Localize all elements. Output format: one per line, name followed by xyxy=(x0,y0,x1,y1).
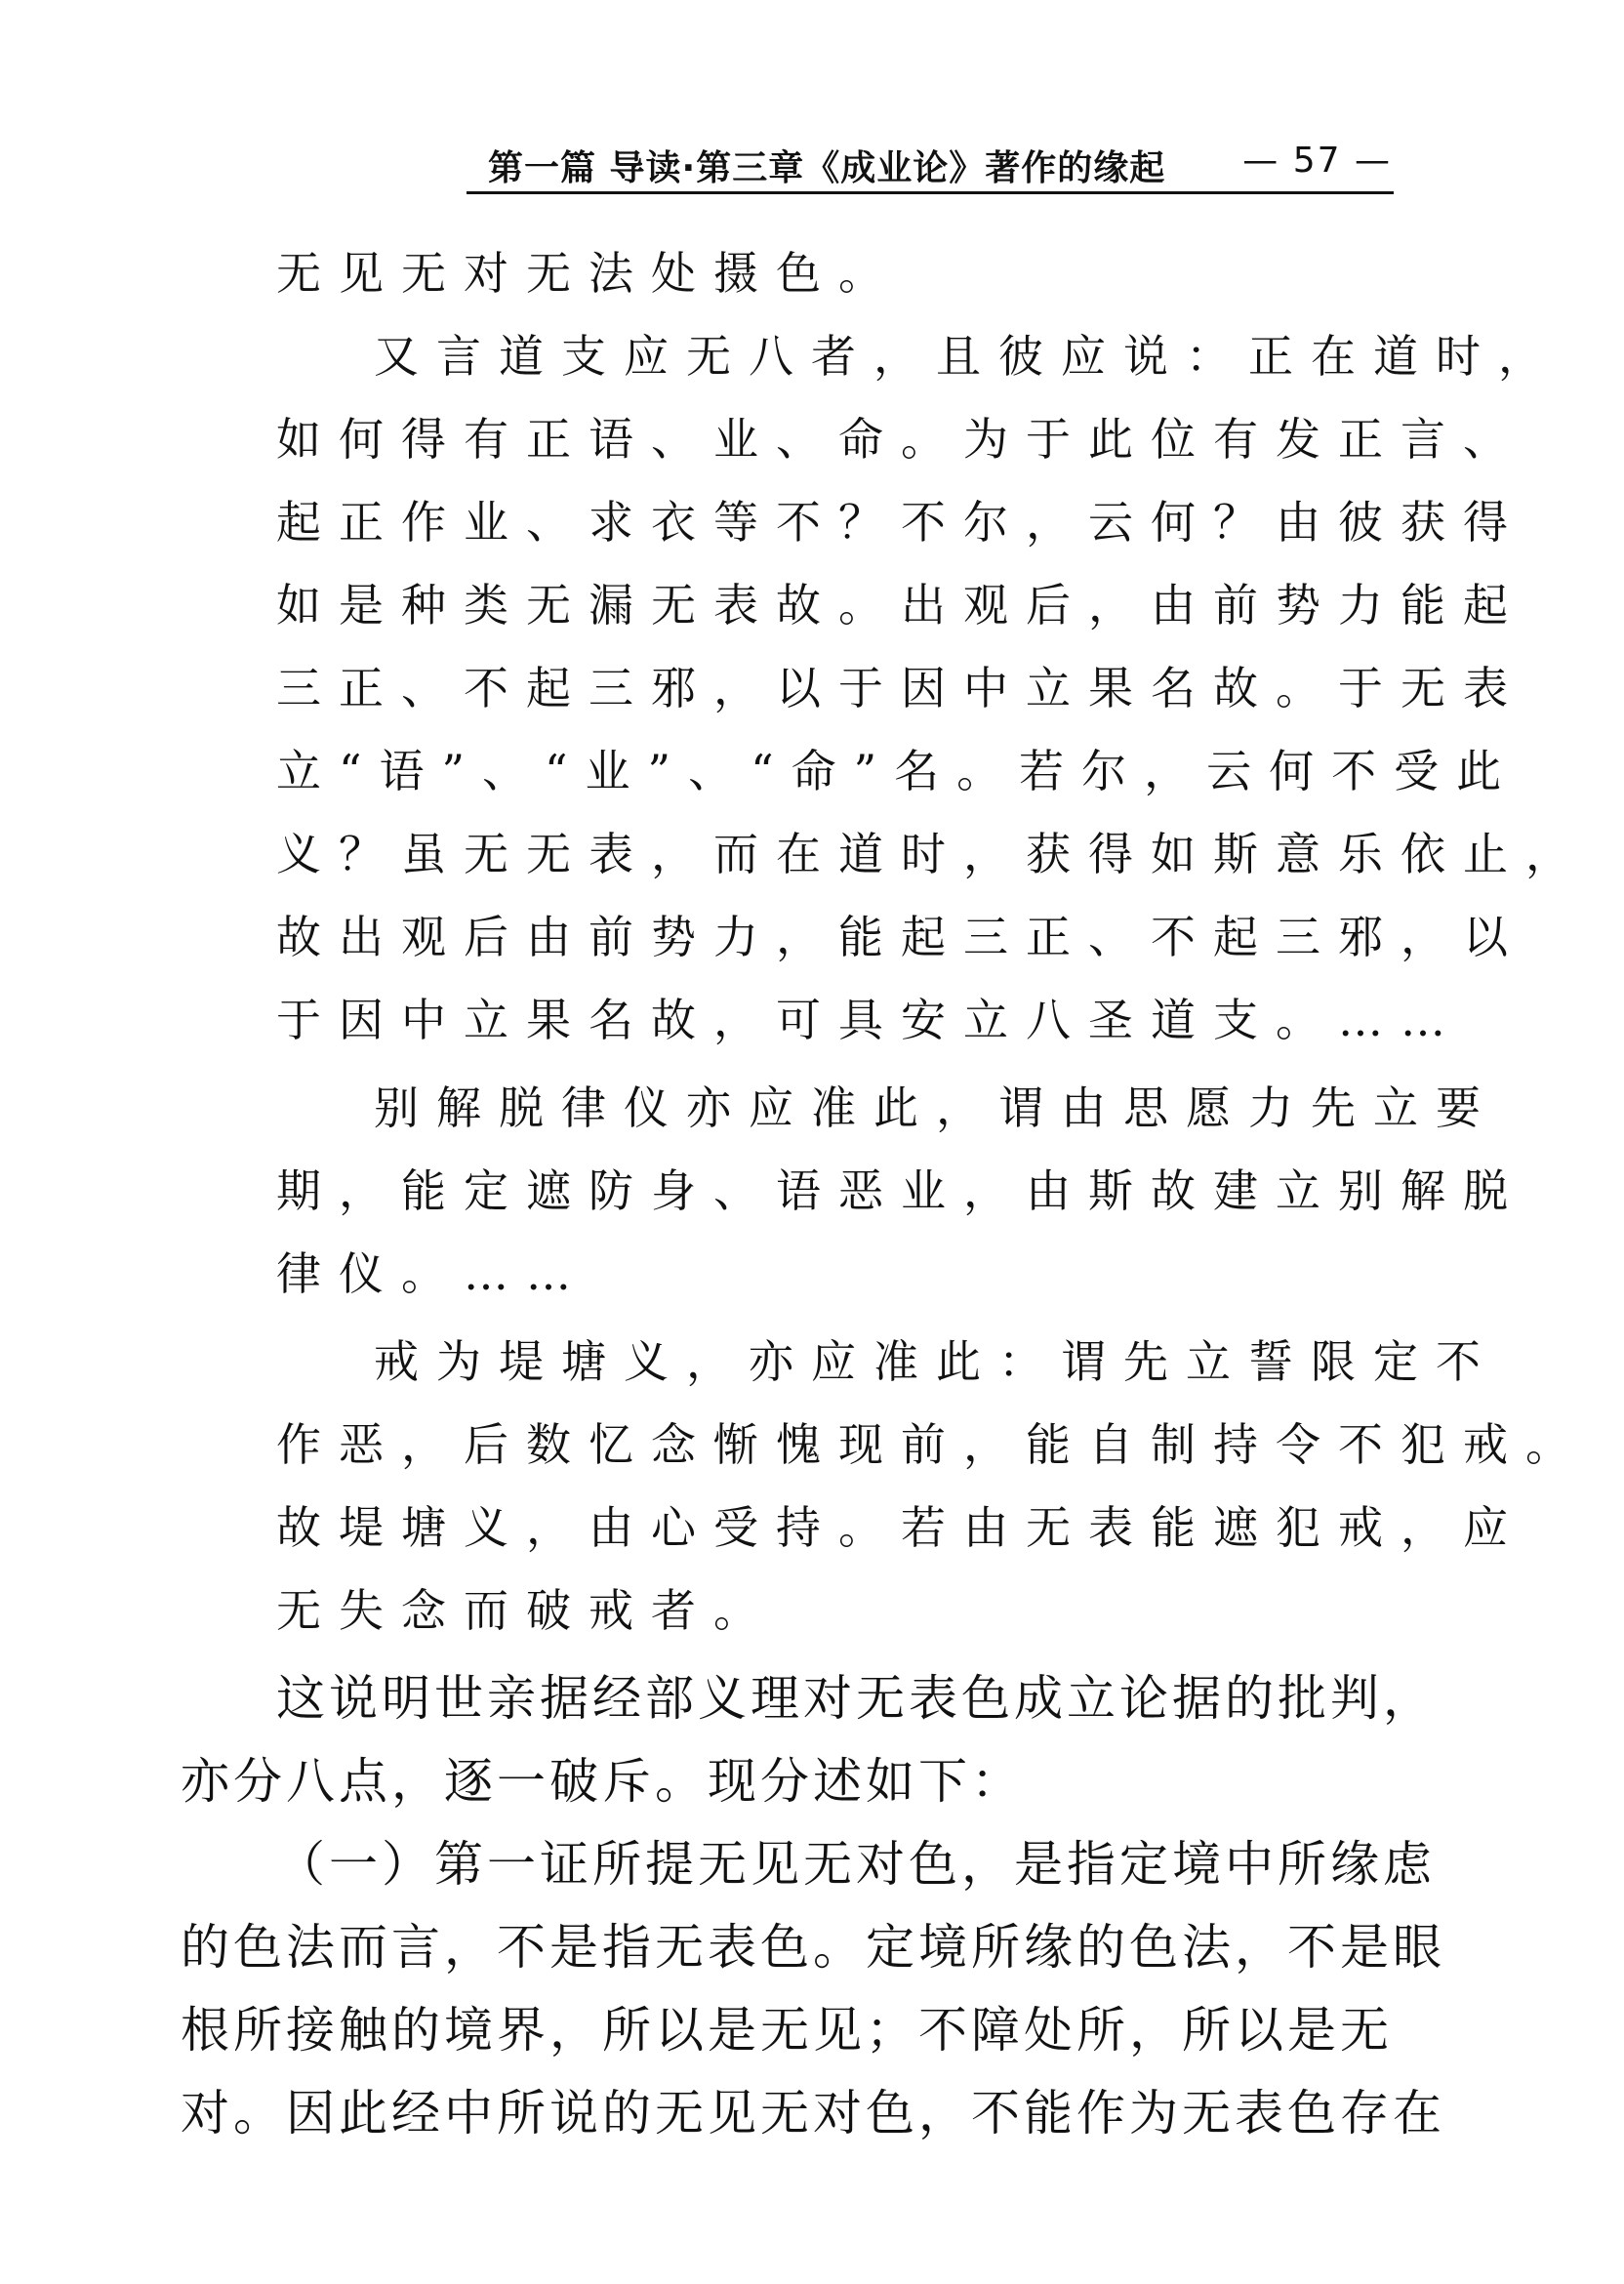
quote-line: 如何得有正语、业、命。为于此位有发正言、 xyxy=(276,413,1525,466)
quote-line: 义？虽无无表，而在道时，获得如斯意乐依止， xyxy=(276,828,1588,880)
body-line: 对。因此经中所说的无见无对色，不能作为无表色存在 xyxy=(181,2085,1445,2141)
quote-line: 三正、不起三邪，以于因中立果名故。于无表 xyxy=(276,662,1525,714)
body-line: 这说明世亲据经部义理对无表色成立论据的批判， xyxy=(276,1670,1436,1727)
page-number: — 57 — xyxy=(1242,141,1392,181)
quote-line: 期，能定遮防身、语恶业，由斯故建立别解脱 xyxy=(276,1164,1525,1217)
quote-line: 戒为堤塘义，亦应准此：谓先立誓限定不 xyxy=(374,1335,1498,1388)
quote-line: 故堤塘义，由心受持。若由无表能遮犯戒，应 xyxy=(276,1501,1525,1554)
body-line: 亦分八点，逐一破斥。现分述如下： xyxy=(181,1753,1024,1810)
body-line: （一）第一证所提无见无对色，是指定境中所缘虑 xyxy=(276,1836,1436,1893)
quote-line: 无见无对无法处摄色。 xyxy=(276,247,901,300)
quote-line: 作恶，后数忆念惭愧现前，能自制持令不犯戒。 xyxy=(276,1418,1588,1471)
body-line: 的色法而言，不是指无表色。定境所缘的色法，不是眼 xyxy=(181,1919,1445,1976)
quote-line: 故出观后由前势力，能起三正、不起三邪，以 xyxy=(276,911,1525,963)
quote-line: 无失念而破戒者。 xyxy=(276,1584,776,1637)
running-header xyxy=(467,137,1394,194)
header-title: 第一篇 导读·第三章《成业论》著作的缘起 xyxy=(488,148,1166,188)
quote-line: 律仪。…… xyxy=(276,1247,589,1300)
body-line: 根所接触的境界，所以是无见；不障处所，所以是无 xyxy=(181,2002,1393,2059)
quote-line: 于因中立果名故，可具安立八圣道支。…… xyxy=(276,994,1463,1046)
quote-line: 又言道支应无八者，且彼应说：正在道时， xyxy=(374,330,1561,383)
quote-line: 别解脱律仪亦应准此，谓由思愿力先立要 xyxy=(374,1081,1498,1134)
quote-line: 起正作业、求衣等不？不尔，云何？由彼获得 xyxy=(276,496,1525,549)
quote-line: 如是种类无漏无表故。出观后，由前势力能起 xyxy=(276,579,1525,632)
quote-line: 立“语”、“业”、“命”名。若尔，云何不受此 xyxy=(276,745,1520,797)
